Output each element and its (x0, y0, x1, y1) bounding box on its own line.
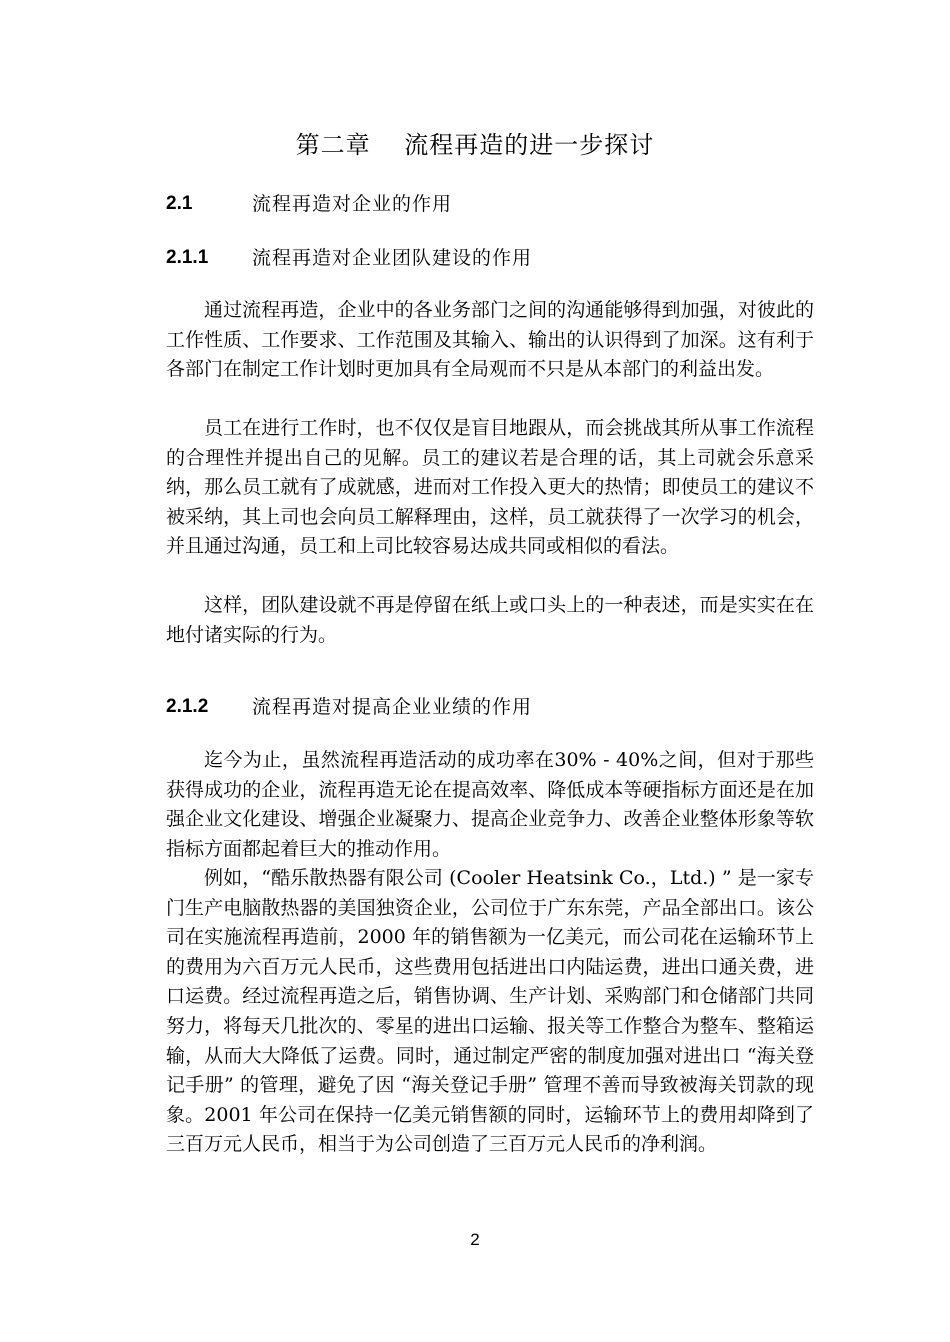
paragraph-cooler-heatsink-example: 例如，“酷乐散热器有限公司 (Cooler Heatsink Co.，Ltd.) ” 是一家专门生产电脑散热器的美国独资企业，公司位于广东东莞，产品全部出口。该公司在实施流程再造前，2000 年的销售额为一亿美元，而公司花在运输环节上的费用为六百万元人民币，这些费用包括进出口内陆运费，进出口通关费，进口运费。经过流程再造之后，销售协调、生产计划、采购部门和仓储部门共同努力，将每天几批次的、零星的进出口运输、报关等工作整合为整车、整箱运输，从而大大降低了运费。同时，通过制定严密的制度加强对进出口 “海关登记手册” 的管理，避免了因 “海关登记手册” 管理不善而导致被海关罚款的现象。2001 年公司在保持一亿美元销售额的同时，运输环节上的费用却降到了三百万元人民币，相当于为公司创造了三百万元人民币的净利润。 (166, 867, 814, 1156)
page-number: 2 (470, 1230, 480, 1249)
chapter-title: 第二章 流程再造的进一步探讨 (295, 131, 655, 159)
paragraph-employee-suggestions: 员工在进行工作时，也不仅仅是盲目地跟从，而会挑战其所从事工作流程的合理性并提出自己的见解。员工的建议若是合理的话，其上司就会乐意采纳，那么员工就有了成就感，进而对工作投入更大的热情；即使员工的建议不被采纳，其上司也会向员工解释理由，这样，员工就获得了一次学习的机会，并且通过沟通，员工和上司比较容易达成共同或相似的看法。 (166, 417, 814, 558)
section-number: 2.1 (166, 193, 193, 214)
paragraph-team-communication: 通过流程再造，企业中的各业务部门之间的沟通能够得到加强，对彼此的工作性质、工作要求、工作范围及其输入、输出的认识得到了加深。这有利于各部门在制定工作计划时更加具有全局观而不只是从本部门的利益出发。 (166, 299, 814, 381)
section-title: 流程再造对企业的作用 (252, 193, 453, 215)
section-number: 2.1.1 (166, 247, 209, 268)
section-heading-2-1-1 (166, 243, 816, 273)
section-heading-2-1 (166, 189, 816, 219)
paragraph-success-rate: 迄今为止，虽然流程再造活动的成功率在30% - 40%之间，但对于那些获得成功的企业，流程再造无论在提高效率、降低成本等硬指标方面还是在加强企业文化建设、增强企业凝聚力、提高企业竞争力、改善企业整体形象等软指标方面都起着巨大的推动作用。 (166, 749, 814, 860)
section-heading-2-1-2 (166, 692, 816, 722)
section-title: 流程再造对提高企业业绩的作用 (252, 696, 533, 718)
paragraph-team-building-conclusion: 这样，团队建设就不再是停留在纸上或口头上的一种表述，而是实实在在地付诸实际的行为。 (166, 594, 814, 646)
section-title: 流程再造对企业团队建设的作用 (252, 247, 533, 269)
section-number: 2.1.2 (166, 696, 209, 717)
